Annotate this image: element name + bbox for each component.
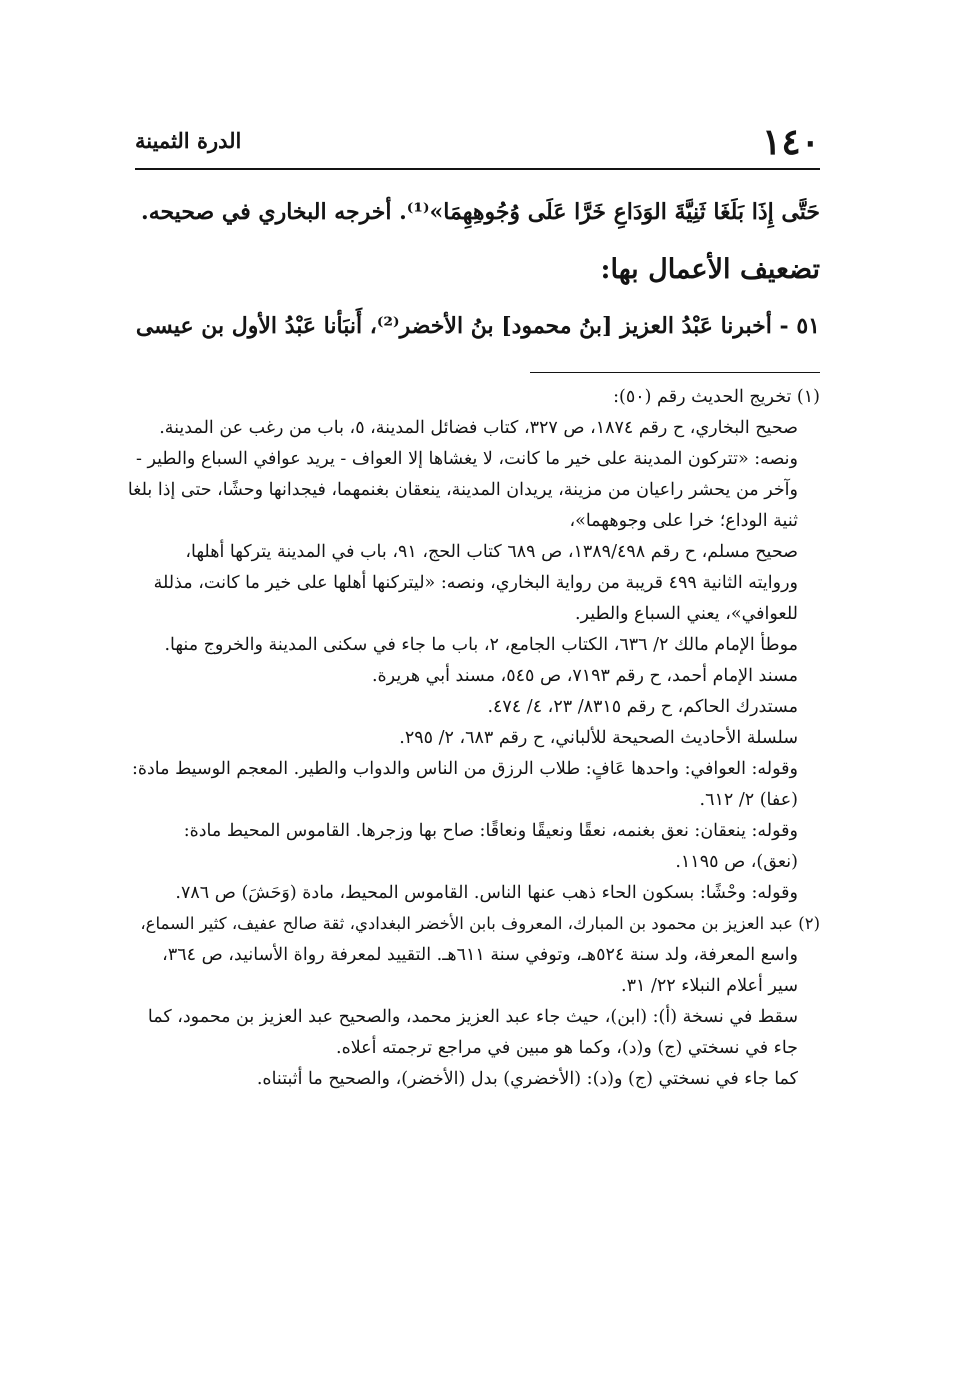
footnote-line: ثنية الوداع؛ خرا على وجوههما»،: [569, 511, 798, 531]
footnote-line: وروايته الثانية ٤٩٩ قريبة من رواية البخاري، ونصه: «ليتركنها أهلها على خير ما كانت، مذللة: [153, 573, 798, 593]
body-text-line-3: ٥١ - أخبرنا عَبْدُ العزيز [بنُ محمود] بنُ الأخضر⁽²⁾، أَنبَأنا عَبْدُ الأول بن عيسى: [135, 313, 820, 339]
footnote-line: (عفا) ٢/ ٦١٢.: [699, 790, 798, 810]
section-heading: تضعيف الأعمال بها:: [600, 254, 820, 285]
footnote-line: وآخر من يحشر راعيان من مزينة، يريدان المدينة، ينعقان بغنمهما، فيجدانها وحشًا، حتى إذا بلغا: [127, 480, 798, 500]
footnote-line: للعوافي»، يعني السباع والطير.: [574, 604, 798, 624]
footnote-line: موطأ الإمام مالك ٢/ ٦٣٦، الكتاب الجامع، ٢، باب ما جاء في سكنى المدينة والخروج منها.: [164, 635, 798, 655]
footnote-line: وقوله: وحْشًا: بسكون الحاء ذهب عنها الناس. القاموس المحيط، مادة (وَحَشَ) ص ٧٨٦.: [175, 883, 798, 903]
footnote-line: (نعق)، ص ١١٩٥.: [675, 852, 798, 872]
footnote-line: مسند الإمام أحمد، ح رقم ٧١٩٣، ص ٥٤٥، مسند أبي هريرة.: [371, 666, 798, 686]
footnote-line: (٢) عبد العزيز بن محمود بن المبارك، المعروف بابن الأخضر البغدادي، ثقة صالح عفيف، كثير السماع،: [140, 914, 820, 933]
footnote-line: وقوله: ينعقان: نعق بغنمه، نعقًا ونعيقًا ونعاقًا: صاح بها وزجرها. القاموس المحيط مادة:: [183, 821, 798, 841]
footnote-line: (١) تخريج الحديث رقم (٥٠):: [613, 387, 820, 407]
footnote-line: كما جاء في نسختي (ج) و(د): (الأخضري) بدل (الأخضر)، والصحيح ما أثبتناه.: [256, 1069, 798, 1089]
footnote-separator: [530, 372, 820, 373]
footnote-line: مستدرك الحاكم، ح رقم ٨٣١٥/ ٢٣، ٤/ ٤٧٤.: [487, 697, 798, 717]
body-text-line-1: حَتَّى إِذَا بَلَغَا ثَنِيَّةَ الوَدَاعِ خَرَّا عَلَى وُجُوهِهِمَا»⁽¹⁾. أخرجه البخاري في صحيحه.: [141, 199, 820, 225]
footnote-line: واسع المعرفة، ولد سنة ٥٢٤هـ، وتوفي سنة ٦١١هـ. التقييد لمعرفة رواة الأسانيد، ص ٣٦٤،: [162, 945, 798, 965]
running-title: الدرة الثمينة: [135, 128, 242, 153]
footnote-line: ونصه: «تتركون المدينة على خير ما كانت، لا يغشاها إلا العواف - يريد عوافي السباع والطير -: [135, 449, 798, 469]
footnote-line: سلسلة الأحاديث الصحيحة للألباني، ح رقم ٦٨٣، ٢/ ٢٩٥.: [399, 728, 798, 748]
footnote-line: صحيح البخاري، ح رقم ١٨٧٤، ص ٣٢٧، كتاب فضائل المدينة، ٥، باب من رغب عن المدينة.: [159, 418, 798, 438]
footnote-line: سقط في نسخة (أ): (ابن)، حيث جاء عبد العزيز محمد، والصحيح عبد العزيز بن محمود، كما: [147, 1007, 798, 1027]
page-header: [135, 118, 820, 170]
footnote-line: وقوله: العوافي: واحدها عَافٍ: طلاب الرزق من الناس والدواب والطير. المعجم الوسيط مادة:: [131, 759, 798, 779]
page-number: ١٤٠: [761, 121, 820, 163]
footnote-line: صحيح مسلم، ح رقم ١٣٨٩/٤٩٨، ص ٦٨٩ كتاب الحج، ٩١، باب في المدينة يتركها أهلها،: [185, 542, 798, 562]
footnote-line: جاء في نسختي (ج) و(د)، وكما هو مبين في مراجع ترجمته أعلاه.: [336, 1038, 798, 1058]
footnote-line: سير أعلام النبلاء ٢٢/ ٣١.: [621, 976, 798, 996]
